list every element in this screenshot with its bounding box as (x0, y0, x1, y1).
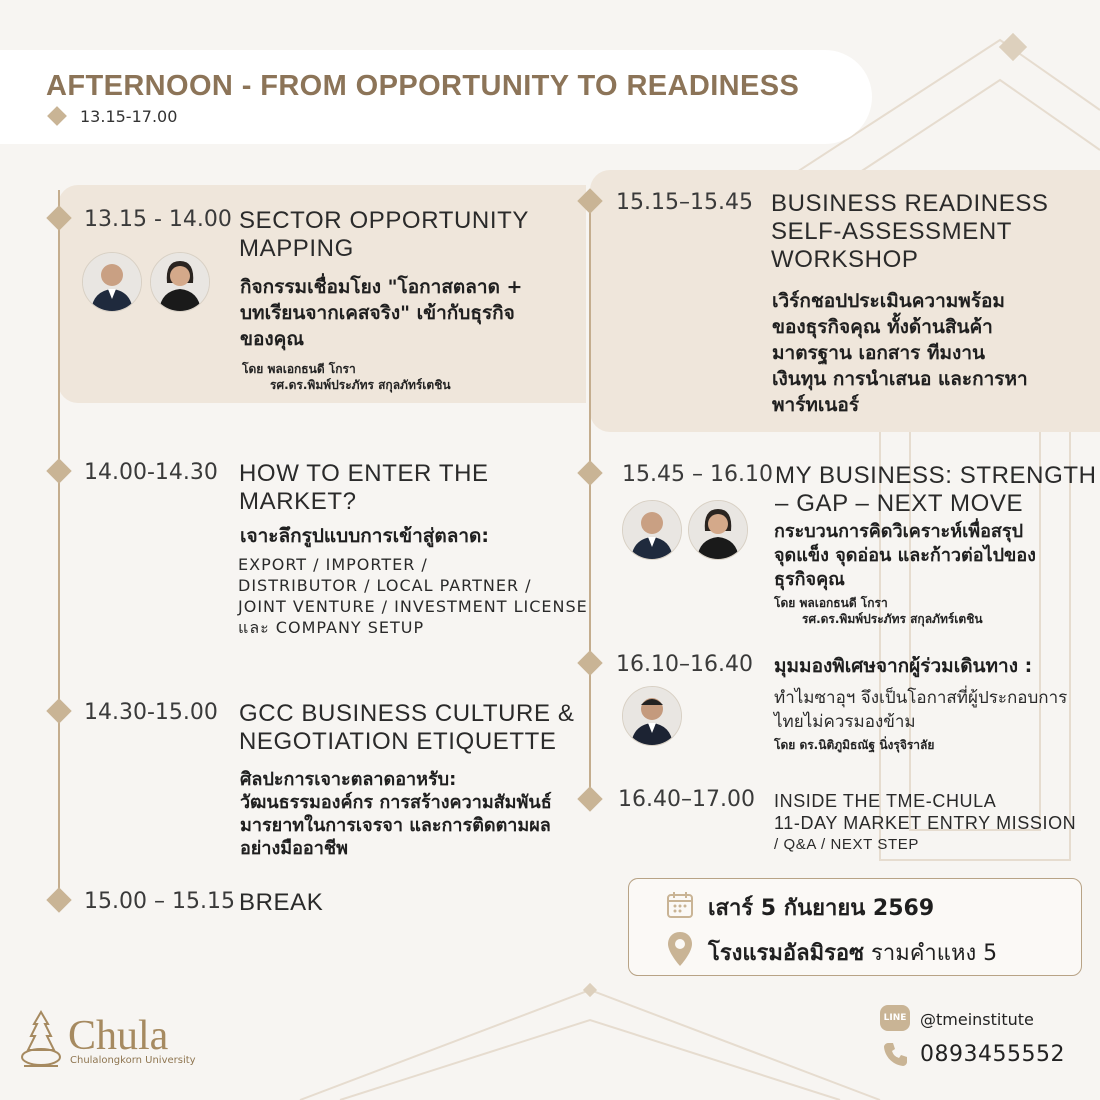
phone-icon (882, 1040, 910, 1068)
speaker-name: โดย พลเอกธนดี โกรา (242, 362, 356, 376)
session-time: 14.00-14.30 (84, 460, 218, 485)
session-title: BUSINESS READINESS SELF-ASSESSMENT WORKSHOP (771, 190, 1049, 273)
phone-number[interactable]: 0893455552 (920, 1042, 1065, 1067)
speaker-avatar (622, 686, 682, 746)
session-title: BREAK (239, 889, 324, 916)
logo-wordmark: Chula (68, 1013, 169, 1059)
session-description: ศิลปะการเจาะตลาดอาหรับ: วัฒนธรรมองค์กร การสร้างความสัมพันธ์ มารยาทในการเจรจา และการติดตามผล อย่างมืออาชีพ (240, 769, 552, 859)
speaker-avatar (150, 252, 210, 312)
session-time: 13.15 - 14.00 (84, 207, 232, 232)
session-description: เจาะลึกรูปแบบการเข้าสู่ตลาด: (240, 525, 489, 547)
session-time: 16.10–16.40 (616, 652, 753, 677)
session-time: 15.15–15.45 (616, 190, 753, 215)
line-handle[interactable]: @tmeinstitute (920, 1010, 1034, 1029)
event-date: เสาร์ 5 กันยายน 2569 (708, 896, 935, 921)
session-title: INSIDE THE TME-CHULA 11-DAY MARKET ENTRY MISSION / Q&A / NEXT STEP (774, 791, 1077, 853)
entry-options-list: EXPORT / IMPORTER / DISTRIBUTOR / LOCAL PARTNER / JOINT VENTURE / INVESTMENT LICENSE และ COMPANY SETUP (238, 555, 588, 637)
logo-subtitle: Chulalongkorn University (70, 1055, 196, 1066)
location-pin-icon (666, 930, 694, 968)
timeline-line-left (58, 190, 60, 910)
chula-crest-icon (18, 1010, 64, 1072)
speaker-name: รศ.ดร.พิมพ์ประภัทร สกุลภัทร์เตชิน (270, 378, 451, 392)
session-title: GCC BUSINESS CULTURE & NEGOTIATION ETIQUETTE (239, 700, 575, 755)
speaker-avatar (622, 500, 682, 560)
session-description: กระบวนการคิดวิเคราะห์เพื่อสรุป จุดแข็ง จุดอ่อน และก้าวต่อไปของ ธุรกิจคุณ (774, 521, 1036, 590)
session-description: เวิร์กชอปประเมินความพร้อม ของธุรกิจคุณ ทั้งด้านสินค้า มาตรฐาน เอกสาร ทีมงาน เงินทุน การนำเสนอ และการหา พาร์ทเนอร์ (772, 290, 1028, 416)
session-time: 15.00 – 15.15 (84, 889, 235, 914)
time-range: 13.15-17.00 (80, 107, 178, 126)
session-description: กิจกรรมเชื่อมโยง "โอกาสตลาด + บทเรียนจากเคสจริง" เข้ากับธุรกิจ ของคุณ (240, 276, 523, 350)
timeline-line-right (589, 190, 591, 810)
session-title: SECTOR OPPORTUNITY MAPPING (239, 207, 529, 262)
calendar-icon (665, 890, 695, 920)
page-title: AFTERNOON - FROM OPPORTUNITY TO READINESS (46, 70, 800, 102)
speaker-name: โดย พลเอกธนดี โกรา (774, 596, 888, 610)
session-time: 14.30-15.00 (84, 700, 218, 725)
session-description: ทำไมซาอุฯ จึงเป็นโอกาสที่ผู้ประกอบการ ไทยไม่ควรมองข้าม (774, 688, 1068, 732)
line-app-icon: LINE (880, 1005, 910, 1031)
speaker-avatar (82, 252, 142, 312)
session-title: มุมมองพิเศษจากผู้ร่วมเดินทาง : (774, 655, 1033, 677)
speaker-name: รศ.ดร.พิมพ์ประภัทร สกุลภัทร์เตชิน (802, 612, 983, 626)
event-venue: โรงแรมอัลมิรอซ รามคำแหง 5 (708, 941, 998, 966)
session-title: MY BUSINESS: STRENGTH – GAP – NEXT MOVE (775, 462, 1097, 517)
speaker-avatar (688, 500, 748, 560)
session-title: HOW TO ENTER THE MARKET? (239, 460, 489, 515)
speaker-name: โดย ดร.นิติภูมิธณัฐ นิ่งรุจิราลัย (774, 738, 935, 752)
session-time: 15.45 – 16.10 (622, 462, 773, 487)
session-time: 16.40–17.00 (618, 787, 755, 812)
